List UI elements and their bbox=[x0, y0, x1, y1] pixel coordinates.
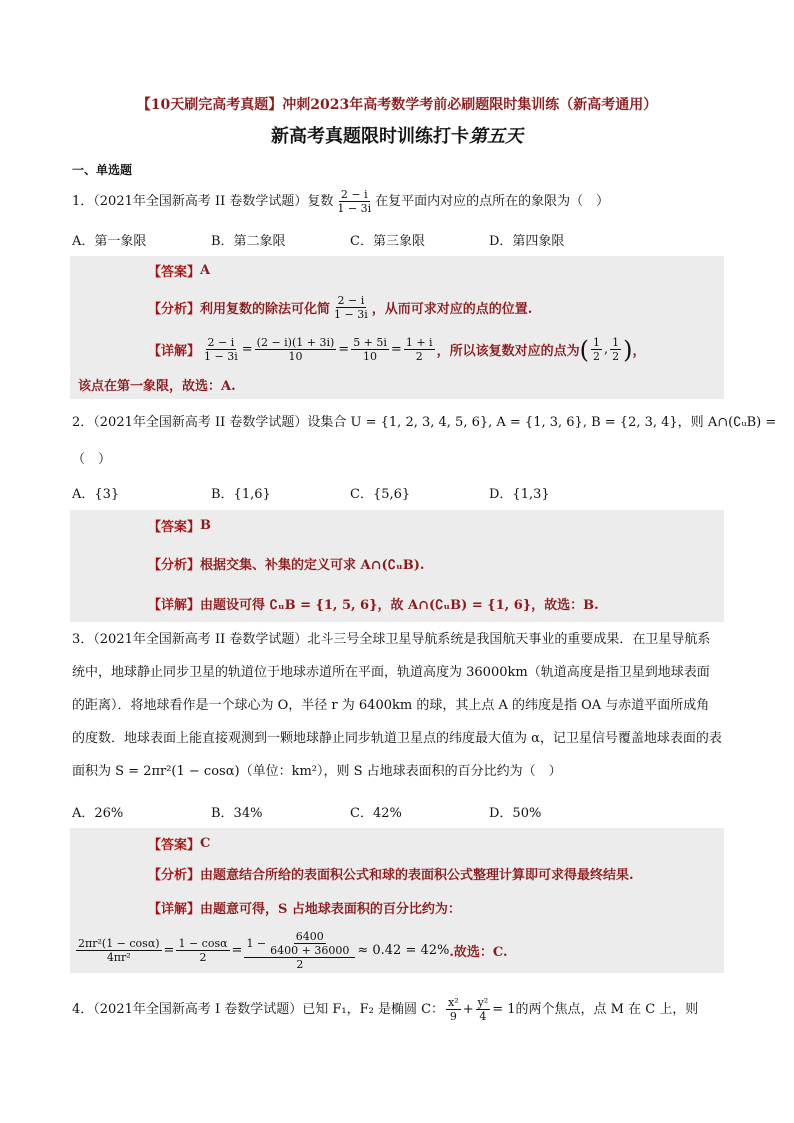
detail-line: 【详解】 由题意可得，S 占地球表面积的百分比约为： bbox=[148, 902, 461, 917]
question-1-fraction: $\frac{2 - i}{1 - 3i}$ bbox=[337, 188, 372, 215]
section-heading: 一、单选题 bbox=[72, 163, 133, 177]
question-1-prefix: 1．（2021年全国新高考 II 卷数学试题）复数 bbox=[72, 193, 334, 209]
title-italic: 第五天 bbox=[469, 126, 523, 147]
question-1-solution bbox=[70, 256, 724, 399]
option-b: B．第二象限 bbox=[211, 234, 286, 249]
answer-line: 【答案】 B bbox=[148, 518, 212, 535]
question-1-suffix: 在复平面内对应的点所在的象限为（ ） bbox=[375, 193, 610, 209]
question-4: 4．（2021年全国新高考 I 卷数学试题）已知 F₁，F₂ 是椭圆 C： $\frac{\text{x²}}{9}$ + $\frac{\text{y²}}{4}$ = 1 的两个焦点，点 M 在 C 上，则 bbox=[72, 996, 699, 1023]
detail-line-2: 该点在第一象限，故选：A. bbox=[78, 379, 236, 394]
document-header: 【10天刷完高考真题】冲刺2023年高考数学考前必刷题限时集训练（新高考通用） bbox=[136, 97, 658, 113]
question-1-options bbox=[72, 230, 628, 249]
question-2-paren: （ ） bbox=[72, 452, 112, 467]
option-b: B．{1,6} bbox=[211, 487, 271, 502]
analysis-line: 【分析】 利用复数的除法可化简 $\frac{2 - i}{1 - 3i}$ ，从而可求对应的点的位置. bbox=[148, 294, 533, 321]
question-3: 3．（2021年全国新高考 II 卷数学试题）北斗三号全球卫星导航系统是我国航天事业的重要成果．在卫星导航系统中，地球静止同步卫星的轨道位于地球赤道所在平面，轨道高度为 36000km（轨道高度是指卫星到地球表面的距离）．将地球看作是一个球心为 O，半径 r 为 6400km 的球，其上点 A 的纬度是指 OA 与赤道平面所成角的度数．地球表面上能直接观测到一颗地球静止同步轨道卫星点的纬度最大值为 α，记卫星信号覆盖地球表面的表面积为 S = 2πr²(1 − cosα)（单位：km²），则 S 占地球表面积的百分比约为（ ） bbox=[72, 632, 722, 779]
question-2-solution bbox=[70, 510, 724, 622]
option-c: C．{5,6} bbox=[350, 487, 411, 502]
option-c: C．第三象限 bbox=[350, 234, 425, 249]
option-a: A．第一象限 bbox=[72, 234, 147, 249]
formula-line: $\frac{\text{2πr²(1 − cosα)}}{\text{4πr²}}$ = $\frac{1 - \cos\alpha}{2}$ = 1 − $\frac{6400}{6400 + 36000}$ 2 ≈ 0.42 = 42% .故选：C. bbox=[78, 930, 508, 971]
option-d: D．50% bbox=[489, 806, 542, 821]
analysis-line: 【分析】 根据交集、补集的定义可求 A∩(∁ᵤB). bbox=[148, 558, 425, 573]
question-2-options bbox=[72, 483, 628, 502]
detail-line: 【详解】 由题设可得 ∁ᵤB = {1, 5, 6}，故 A∩(∁ᵤB) = {1, 6}，故选：B. bbox=[148, 598, 599, 613]
title-main: 新高考真题限时训练打卡 bbox=[271, 126, 469, 147]
answer-line: 【答案】 C bbox=[148, 836, 211, 853]
option-c: C．42% bbox=[350, 806, 402, 821]
page-title bbox=[0, 122, 794, 148]
question-1 bbox=[72, 188, 609, 215]
option-d: D．第四象限 bbox=[489, 234, 565, 249]
answer-line: 【答案】 A bbox=[148, 263, 211, 280]
question-3-solution bbox=[70, 828, 724, 973]
option-a: A．26% bbox=[72, 806, 124, 821]
detail-line: 【详解】 $\frac{2 - i}{1 - 3i}$ = $\frac{(2 - i)(1 + 3i)}{10}$ = $\frac{5 + 5i}{10}$ = $\frac{1 + i}{2}$ ，所以该复数对应的点为 ( $\frac{1}{2}$ , $\frac{1}{2}$ ) ， bbox=[148, 335, 646, 364]
analysis-line: 【分析】 由题意结合所给的表面积公式和球的表面积公式整理计算即可求得最终结果. bbox=[148, 868, 634, 883]
question-3-options bbox=[72, 802, 628, 821]
option-a: A．{3} bbox=[72, 487, 120, 502]
option-d: D．{1,3} bbox=[489, 487, 550, 502]
option-b: B．34% bbox=[211, 806, 263, 821]
question-2: 2．（2021年全国新高考 II 卷数学试题）设集合 U = {1, 2, 3, 4, 5, 6}, A = {1, 3, 6}, B = {2, 3, 4}，则 A∩(∁ᵤB) = bbox=[72, 415, 777, 430]
